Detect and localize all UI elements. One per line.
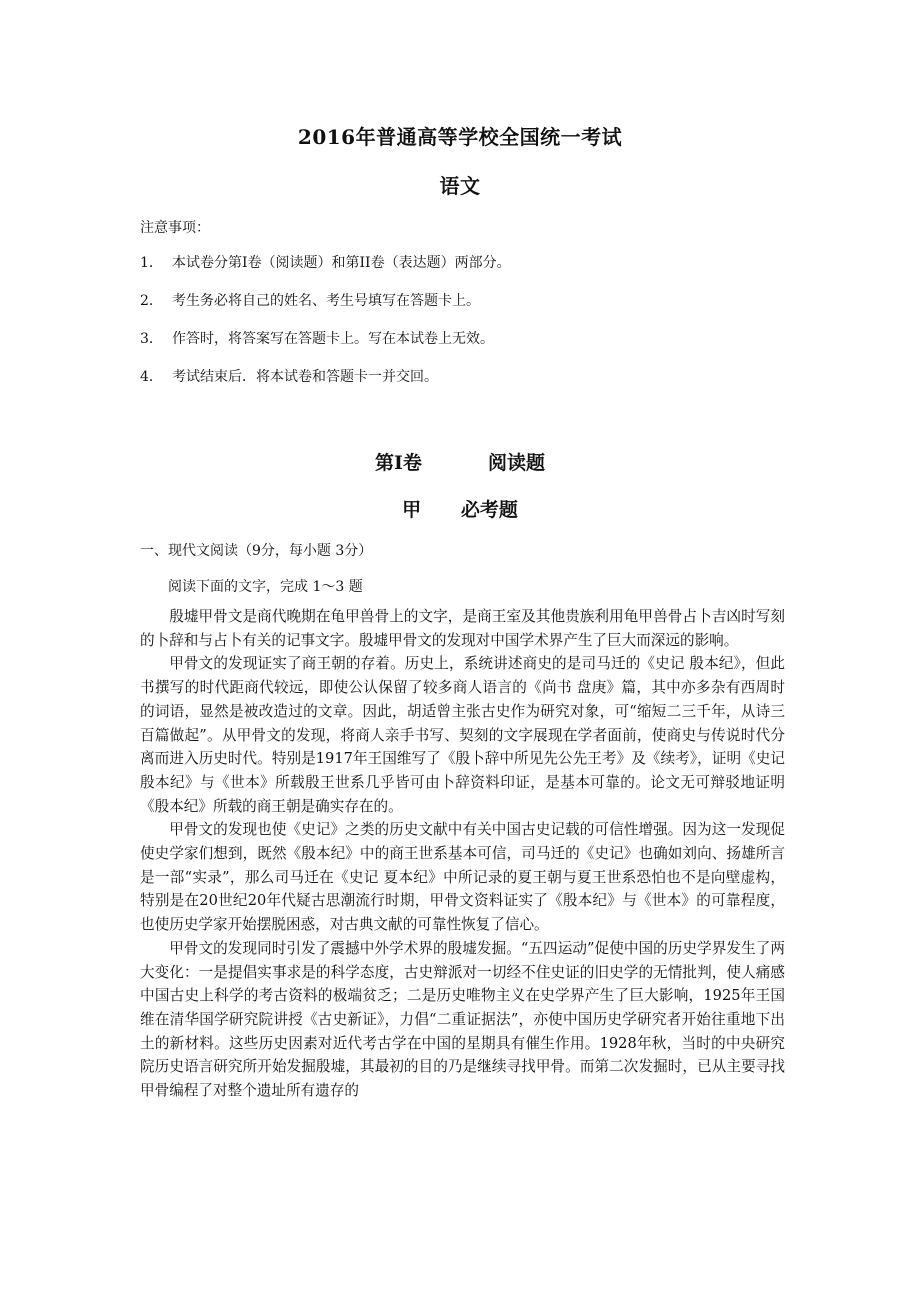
notice-text: 考试结束后．将本试卷和答题卡一并交回。 (172, 369, 438, 385)
notice-text: 作答时，将答案写在答题卡上。写在本试卷上无效。 (172, 331, 494, 347)
notice-text: 本试卷分第I卷（阅读题）和第II卷（表达题）两部分。 (172, 255, 511, 271)
notice-number: 4． (140, 369, 163, 385)
passage-paragraph: 甲骨文的发现同时引发了震撼中外学术界的殷墟发掘。“五四运动”促使中国的历史学界发生了两大变化：一是提倡实事求是的科学态度，古史辩派对一切经不住史证的旧史学的无情批判，使人痛感中国古史上科学的考古资料的极端贫乏；二是历史唯物主义在史学界产生了巨大影响，1925年王国维在清华国学研究院讲授《古史新证》，力倡“二重证据法”，亦使中国历史学研究者开始往重地下出土的新材料。这些历史因素对近代考古学在中国的星期具有催生作用。1928年秋，当时的中央研究院历史语言研究所开始发掘殷墟，其最初的目的乃是继续寻找甲骨。而第二次发掘时，已从主要寻找甲骨编程了对整个遗址所有遗存的 (140, 939, 785, 1100)
part-title: 甲 必考题 (402, 499, 518, 521)
notice-text: 考生务必将自己的姓名、考生号填写在答题卡上。 (172, 293, 480, 309)
notice-list (140, 253, 780, 405)
notice-item (140, 291, 780, 311)
reading-passage (140, 605, 785, 1103)
notice-item (140, 329, 780, 349)
notice-item (140, 253, 780, 273)
passage-paragraph: 甲骨文的发现也使《史记》之类的历史文献中有关中国古史记载的可信性增强。因为这一发现促使史学家们想到，既然《殷本纪》中的商王世系基本可信，司马迁的《史记》也确如刘向、扬雄所言是一部“实录”，那么司马迁在《史记 夏本纪》中所记录的夏王朝与夏王世系恐怕也不是向壁虚构，特别是在20世纪20年代疑古思潮流行时期，甲骨文资料证实了《殷本纪》与《世本》的可靠程度，也使历史学家开始摆脱困惑，对古典文献的可靠性恢复了信心。 (140, 821, 785, 934)
notice-number: 2． (140, 293, 163, 309)
notice-heading: 注意事项： (140, 220, 210, 236)
subject-title: 语文 (439, 174, 481, 198)
volume-title: 第I卷 阅读题 (374, 452, 546, 474)
exam-title: 2016年普通高等学校全国统一考试 (297, 125, 623, 149)
passage-paragraph: 甲骨文的发现证实了商王朝的存着。历史上，系统讲述商史的是司马迁的《史记 殷本纪》，但此书撰写的时代距商代较远，即使公认保留了较多商人语言的《尚书 盘庚》篇，其中亦多杂有西周时的词语，显然是被改造过的文章。因此，胡适曾主张古史作为研究对象，可“缩短二三千年，从诗三百篇做起”。从甲骨文的发现，将商人亲手书写、契刻的文字展现在学者面前，使商史与传说时代分离而进入历史时代。特别是1917年王国维写了《殷卜辞中所见先公先王考》及《续考》，证明《史记 殷本纪》与《世本》所载殷王世系几乎皆可由卜辞资料印证，是基本可靠的。论文无可辩驳地证明《殷本纪》所载的商王朝是确实存在的。 (140, 655, 785, 815)
question-instruction: 阅读下面的文字，完成 1～3 题 (168, 579, 363, 595)
notice-number: 1． (140, 255, 163, 271)
question-heading: 一、现代文阅读（9分，每小题 3分） (140, 543, 373, 559)
notice-item (140, 367, 780, 387)
passage-paragraph: 殷墟甲骨文是商代晚期在龟甲兽骨上的文字，是商王室及其他贵族利用龟甲兽骨占卜吉凶时写刻的卜辞和与占卜有关的记事文字。殷墟甲骨文的发现对中国学术界产生了巨大而深远的影响。 (140, 608, 785, 649)
notice-number: 3． (140, 331, 163, 347)
